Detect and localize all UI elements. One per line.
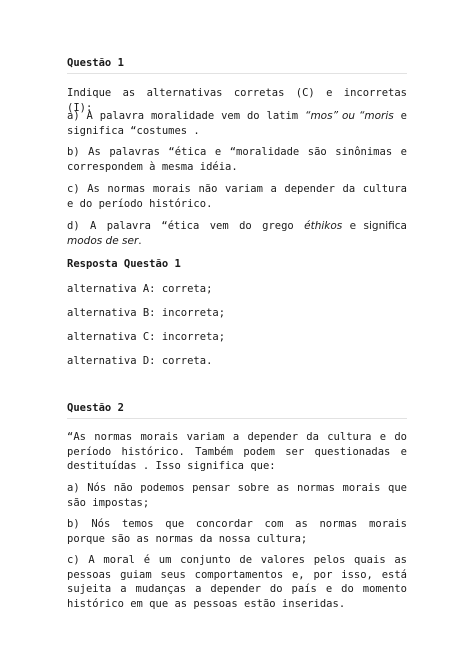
- question-1-option-a: [67, 109, 407, 138]
- question-1-option-d: [67, 219, 407, 248]
- question-1-intro: Indique as alternativas corretas (C) e incorretas (I):: [67, 87, 407, 114]
- question-2-intro: “As normas morais variam a depender da cultura e do período histórico. Também podem ser questionadas e destituídas . Isso significa que:: [67, 431, 407, 472]
- answer-1-heading: Resposta Questão 1: [67, 258, 181, 270]
- question-2-option-c: c) A moral é um conjunto de valores pelos quais as pessoas guiam seus comportamentos e, por isso, está sujeita a mudanças a depender do país e do momento histórico em que as pessoas estão inseridas.: [67, 554, 407, 610]
- option-d-greek: éthikos: [304, 220, 343, 232]
- question-1-option-c: c) As normas morais não variam a depender da cultura e do período histórico.: [67, 183, 407, 210]
- answer-1-item: alternativa C: incorreta;: [67, 331, 226, 343]
- answer-1-item: alternativa A: correta;: [67, 283, 213, 295]
- option-a-latin: “mos” ou “moris: [305, 110, 394, 122]
- answer-1-item: alternativa D: correta.: [67, 355, 213, 367]
- option-a-text: a) A palavra moralidade vem do latim: [67, 110, 306, 122]
- option-d-end: .: [138, 234, 142, 247]
- option-d-text: d) A palavra “ética vem do grego: [67, 220, 305, 232]
- option-d-middle: e significa: [342, 220, 407, 232]
- question-1-heading: Questão 1: [67, 56, 407, 74]
- option-d-meaning: modos de ser: [67, 234, 139, 247]
- answer-1-item: alternativa B: incorreta;: [67, 307, 226, 319]
- question-2-option-b: b) Nós temos que concordar com as normas morais porque são as normas da nossa cultura;: [67, 518, 407, 545]
- option-a-meaning: e significa “costumes .: [67, 110, 407, 137]
- question-2-heading: Questão 2: [67, 401, 407, 419]
- question-2-option-a: a) Nós não podemos pensar sobre as normas morais que são impostas;: [67, 482, 407, 509]
- question-1-option-b: b) As palavras “ética e “moralidade são sinônimas e correspondem à mesma idéia.: [67, 146, 407, 173]
